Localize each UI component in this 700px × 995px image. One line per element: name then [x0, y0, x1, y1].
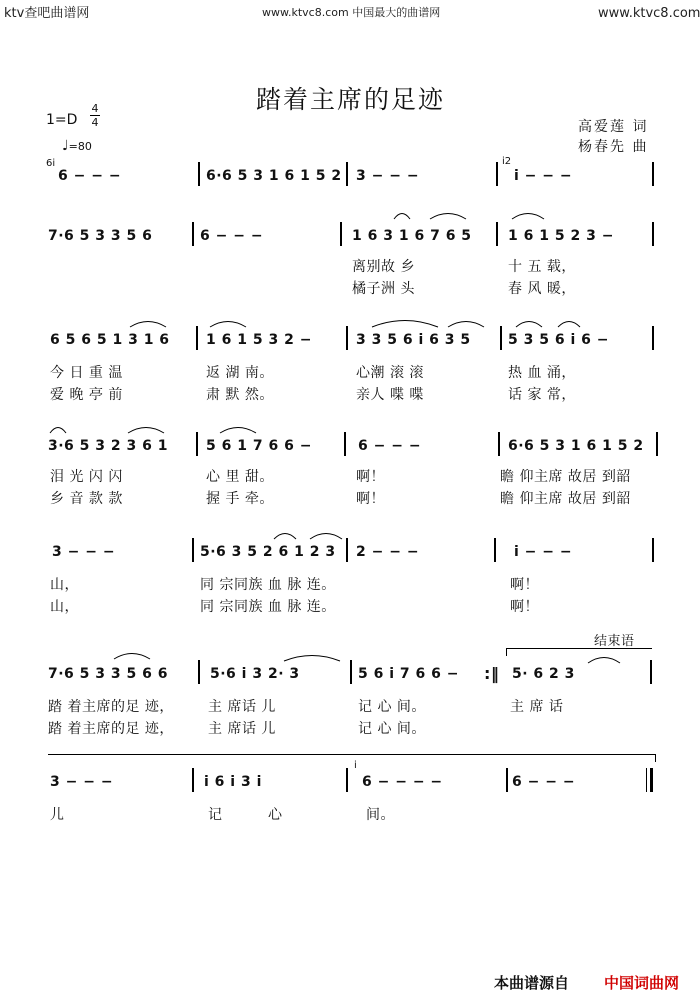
- measure: 6 − − −: [358, 438, 422, 454]
- site-name-right[interactable]: www.ktvc8.com: [598, 6, 700, 21]
- lyric-verse2: 记 心 间。: [358, 721, 426, 737]
- measure: 6·6 5 3 1 6 1 5 2: [508, 438, 644, 454]
- barline: [196, 432, 198, 456]
- lyric-verse1: 踏 着主席的足 迹，: [48, 699, 174, 715]
- slur: [282, 650, 342, 662]
- lyric-verse2: 山，: [50, 599, 79, 615]
- barline: [346, 326, 348, 350]
- slur: [514, 316, 544, 328]
- lyric-verse2: 话 家 常，: [508, 387, 576, 403]
- barline: [198, 162, 200, 186]
- measure: 6 − − − −: [362, 774, 443, 790]
- final-barline-thin: [646, 768, 647, 792]
- lyric-verse2: 春 风 暖，: [508, 281, 576, 297]
- lyric-verse1: 瞻 仰主席 故居 到韶: [500, 469, 631, 485]
- measure: 7·6 5 3 3 5 6 6: [48, 666, 168, 682]
- slur: [112, 648, 152, 660]
- barline: [652, 538, 654, 562]
- slur: [446, 316, 486, 328]
- barline: [192, 768, 194, 792]
- barline: [652, 162, 654, 186]
- lyric-verse2: 橘子洲 头: [352, 281, 415, 297]
- measure: 5·6 i 3 2· 3: [210, 666, 300, 682]
- measure: 6 − − −: [200, 228, 264, 244]
- barline: [498, 432, 500, 456]
- lyric-verse2: 爱 晚 亭 前: [50, 387, 123, 403]
- lyric-verse2: 踏 着主席的足 迹，: [48, 721, 174, 737]
- source-label: 本曲谱源自: [494, 974, 570, 992]
- barline: [652, 222, 654, 246]
- barline: [196, 326, 198, 350]
- measure: 2 − − −: [356, 544, 420, 560]
- lyric-verse1: 记: [208, 807, 223, 823]
- site-name-left[interactable]: ktv查吧曲谱网: [4, 6, 90, 21]
- measure: 5 6 i 7 6 6 −: [358, 666, 459, 682]
- measure: i − − −: [514, 168, 573, 184]
- lyric-verse1: 返 湖 南。: [206, 365, 274, 381]
- measure: 5· 6 2 3: [512, 666, 575, 682]
- song-title: 踏着主席的足迹: [256, 85, 446, 114]
- measure: i − − −: [514, 544, 573, 560]
- barline: [496, 222, 498, 246]
- barline: [494, 538, 496, 562]
- key-signature: 1=D: [46, 112, 78, 128]
- time-numerator: 4: [91, 102, 99, 115]
- measure: i 6 i 3 i: [204, 774, 262, 790]
- source-site-link[interactable]: 中国词曲网: [604, 974, 680, 992]
- lyric-verse2: 握 手 牵。: [206, 491, 274, 507]
- lyric-verse1: 山，: [50, 577, 79, 593]
- slur: [428, 208, 468, 220]
- final-barline-thick: [650, 768, 653, 792]
- quarter-note-icon: ♩: [62, 138, 69, 154]
- measure: 1 6 3 1 6 7 6 5: [352, 228, 472, 244]
- barline: [346, 538, 348, 562]
- barline: [500, 326, 502, 350]
- grace-note: i: [354, 760, 357, 771]
- lyric-verse1: 离别故 乡: [352, 259, 415, 275]
- barline: [340, 222, 342, 246]
- tempo-marking: ♩=80: [62, 138, 92, 154]
- lyric-verse1: 主 席 话: [510, 699, 564, 715]
- lyric-verse1: 啊！: [510, 577, 539, 593]
- barline: [506, 768, 508, 792]
- lyric-verse1: 啊！: [356, 469, 385, 485]
- bracket-edge: [655, 754, 656, 762]
- measure: 6·6 5 3 1 6 1 5 2: [206, 168, 342, 184]
- measure: 5 6 1 7 6 6 −: [206, 438, 312, 454]
- slur: [272, 528, 298, 540]
- barline: [192, 222, 194, 246]
- lyric-verse2: 主 席话 儿: [208, 721, 276, 737]
- slur: [370, 314, 440, 328]
- lyric-verse1: 儿: [50, 807, 65, 823]
- site-name-center[interactable]: www.ktvc8.com 中国最大的曲谱网: [262, 6, 441, 19]
- lyric-verse2: 啊！: [356, 491, 385, 507]
- barline: [652, 326, 654, 350]
- measure: 3 3 5 6 i 6 3 5: [356, 332, 471, 348]
- slur: [586, 652, 622, 664]
- lyric-verse1: 十 五 载，: [508, 259, 576, 275]
- measure: 1 6 1 5 2 3 −: [508, 228, 614, 244]
- measure: 3 − − −: [356, 168, 420, 184]
- ending-label: 结束语: [594, 634, 635, 649]
- grace-note: 6i: [46, 158, 56, 169]
- lyric-verse1: 同 宗同族 血 脉 连。: [200, 577, 336, 593]
- slur: [218, 422, 258, 434]
- lyric-verse1: 心: [268, 807, 283, 823]
- lyricist-credit: 高爱莲 词: [578, 119, 649, 135]
- slur: [308, 528, 344, 540]
- barline: [198, 660, 200, 684]
- slur: [556, 316, 582, 328]
- lyric-verse1: 心潮 滚 滚: [356, 365, 424, 381]
- measure: 3 − − −: [50, 774, 114, 790]
- measure: 1 6 1 5 3 2 −: [206, 332, 312, 348]
- lyric-verse1: 心 里 甜。: [206, 469, 274, 485]
- ending-bracket-edge: [506, 648, 507, 656]
- lyric-verse2: 同 宗同族 血 脉 连。: [200, 599, 336, 615]
- slur: [208, 316, 248, 328]
- staff-guide-line: [48, 754, 656, 755]
- measure: 5·6 3 5 2 6 1 2 3: [200, 544, 336, 560]
- barline: [650, 660, 652, 684]
- lyric-verse2: 瞻 仰主席 故居 到韶: [500, 491, 631, 507]
- barline: [346, 768, 348, 792]
- slur: [392, 208, 412, 220]
- lyric-verse1: 热 血 涌，: [508, 365, 576, 381]
- measure: 6 − − −: [58, 168, 122, 184]
- barline: [350, 660, 352, 684]
- barline: [192, 538, 194, 562]
- composer-credit: 杨春先 曲: [578, 139, 649, 155]
- measure: 3·6 5 3 2 3 6 1: [48, 438, 168, 454]
- barline: [344, 432, 346, 456]
- measure: 5 3 5 6 i 6 −: [508, 332, 609, 348]
- slur: [126, 422, 166, 434]
- slur: [128, 316, 168, 328]
- measure: 6 − − −: [512, 774, 576, 790]
- lyric-verse2: 啊！: [510, 599, 539, 615]
- barline: [346, 162, 348, 186]
- lyric-verse1: 主 席话 儿: [208, 699, 276, 715]
- barline: [656, 432, 658, 456]
- measure: 6 5 6 5 1 3 1 6: [50, 332, 170, 348]
- slur: [510, 208, 546, 220]
- measure: 7·6 5 3 3 5 6: [48, 228, 153, 244]
- lyric-verse1: 泪 光 闪 闪: [50, 469, 123, 485]
- lyric-verse1: 间。: [366, 807, 395, 823]
- time-denominator: 4: [91, 116, 99, 129]
- lyric-verse2: 乡 音 款 款: [50, 491, 123, 507]
- lyric-verse2: 肃 默 然。: [206, 387, 274, 403]
- repeat-sign: :‖: [484, 664, 500, 683]
- measure: 3 − − −: [52, 544, 116, 560]
- lyric-verse1: 记 心 间。: [358, 699, 426, 715]
- time-signature: [90, 103, 100, 128]
- lyric-verse2: 亲人 喋 喋: [356, 387, 424, 403]
- lyric-verse1: 今 日 重 温: [50, 365, 123, 381]
- grace-note: i2: [502, 156, 512, 167]
- barline: [496, 162, 498, 186]
- slur: [48, 422, 68, 434]
